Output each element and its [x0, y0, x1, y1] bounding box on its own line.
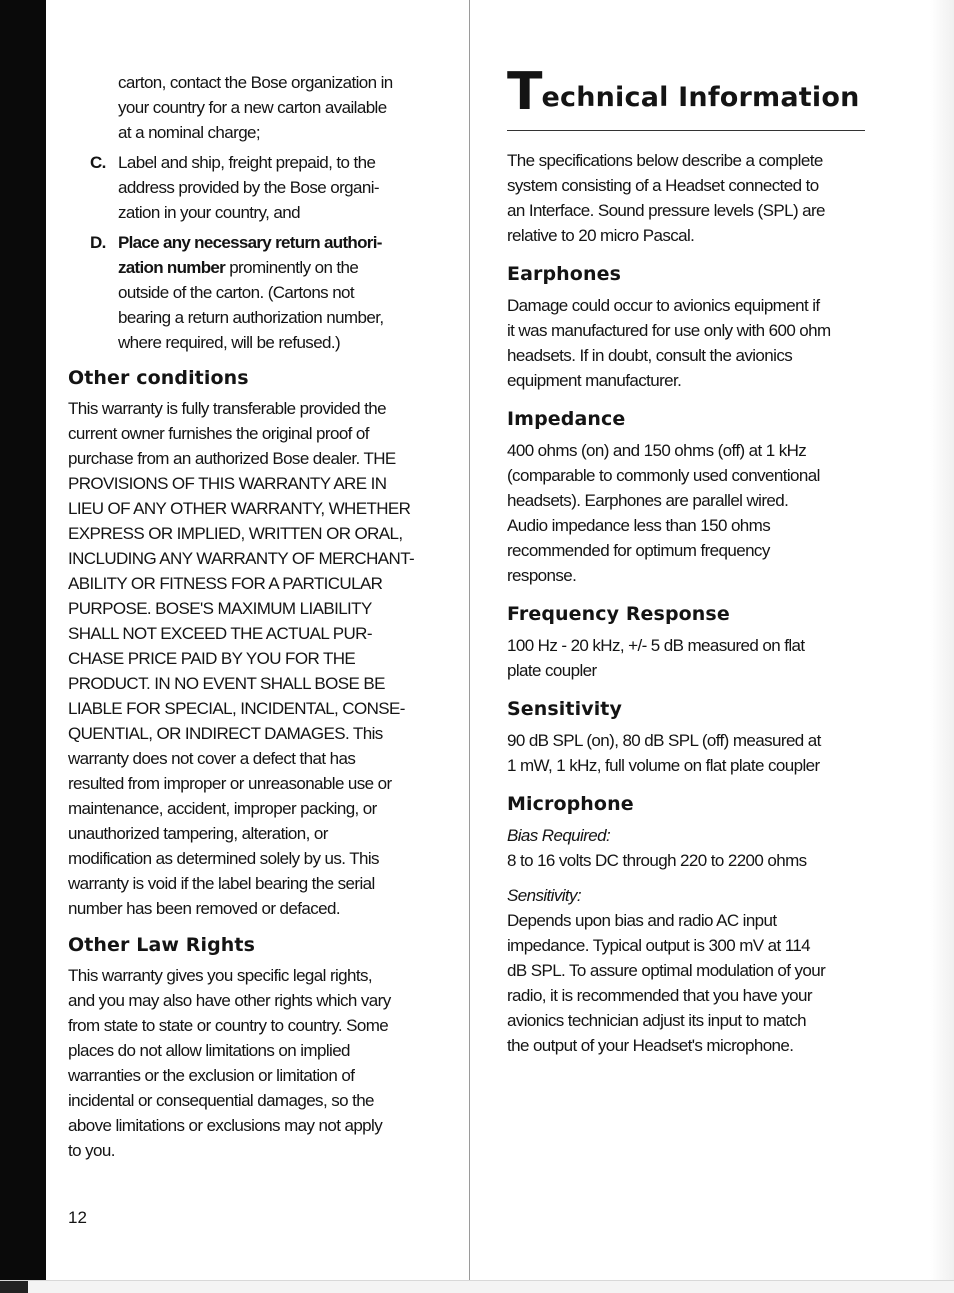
heading-other-law-rights: Other Law Rights [68, 934, 255, 956]
list-letter: D. [90, 233, 106, 252]
heading-frequency-response: Frequency Response [507, 603, 730, 625]
bias-required-value: 8 to 16 volts DC through 220 to 2200 ohms [507, 851, 807, 870]
list-item-d: D. Place any necessary return authori- zation number prominently on the outside of the carton. (Cartons not bearing a return authorization number, where required, will be refused.) [68, 230, 430, 355]
page-gutter-divider [469, 0, 470, 1280]
heading-microphone: Microphone [507, 793, 634, 815]
heading-impedance: Impedance [507, 408, 626, 430]
left-column [68, 70, 430, 1163]
mic-sensitivity-label: Sensitivity: [507, 886, 582, 905]
microphone-text: Bias Required: 8 to 16 volts DC through 220 to 2200 ohms Sensitivity: Depends upon bias and radio AC input impedance. Typical output is 300 mV at 114 dB SPL. To assure optimal modulation of your radio, it is recommended that you have your avionics technician adjust its input to match the output of your Headset's microphone. [507, 823, 867, 1058]
scan-bleed-edge [930, 0, 954, 1280]
bias-required-label: Bias Required: [507, 826, 611, 845]
page-number: 12 [68, 1208, 87, 1227]
sensitivity-text: 90 dB SPL (on), 80 dB SPL (off) measured at 1 mW, 1 kHz, full volume on flat plate coupler [507, 731, 821, 775]
list-letter: C. [90, 153, 106, 172]
title-rule [507, 62, 865, 131]
heading-earphones: Earphones [507, 263, 621, 285]
right-column [507, 62, 867, 1058]
frequency-response-text: 100 Hz - 20 kHz, +/- 5 dB measured on flat plate coupler [507, 636, 805, 680]
page-title: Technical Information [507, 62, 860, 122]
heading-sensitivity: Sensitivity [507, 698, 622, 720]
scan-bottom-edge [0, 1280, 954, 1293]
scan-edge-shadow [0, 0, 46, 1280]
list-item-c: C. Label and ship, freight prepaid, to the address provided by the Bose organi- zation in your country, and [68, 150, 430, 225]
heading-other-conditions: Other conditions [68, 367, 249, 389]
impedance-text: 400 ohms (on) and 150 ohms (off) at 1 kHz (comparable to commonly used conventional headsets). Earphones are parallel wired. Audio impedance less than 150 ohms recommended for optimum frequency response. [507, 441, 820, 585]
other-conditions-text: This warranty is fully transferable provided the current owner furnishes the original proof of purchase from an authorized Bose dealer. THE PROVISIONS OF THIS WARRANTY ARE IN LIEU OF ANY OTHER WARRANTY, WHETHER EXPRESS OR IMPLIED, WRITTEN OR ORAL, INCLUDING ANY WARRANTY OF MERCHANT- ABILITY OR FITNESS FOR A PARTICULAR PURPOSE. BOSE'S MAXIMUM LIABILITY SHALL NOT EXCEED THE ACTUAL PUR- CHASE PRICE PAID BY YOU FOR THE PRODUCT. IN NO EVENT SHALL BOSE BE LIABLE FOR SPECIAL, INCIDENTAL, CONSE- QUENTIAL, OR INDIRECT DAMAGES. This warranty does not cover a defect that has resulted from improper or unreasonable use or maintenance, accident, improper packing, or unauthorized tampering, alteration, or modification as determined solely by us. This warranty is void if the label bearing the serial number has been removed or defaced. [68, 399, 415, 918]
intro-text: The specifications below describe a complete system consisting of a Headset connected to an Interface. Sound pressure levels (SPL) are relative to 20 micro Pascal. [507, 151, 825, 245]
carton-continuation: carton, contact the Bose organization in your country for a new carton available at a nominal charge; [118, 73, 393, 142]
earphones-text: Damage could occur to avionics equipment if it was manufactured for use only with 600 ohm headsets. If in doubt, consult the avionics equipment manufacturer. [507, 296, 831, 390]
other-law-rights-text: This warranty gives you specific legal rights, and you may also have other rights which vary from state to state or country to country. Some places do not allow limitations on implied warranties or the exclusion or limitation of incidental or consequential damages, so the above limitations or exclusions may not apply to you. [68, 966, 391, 1160]
